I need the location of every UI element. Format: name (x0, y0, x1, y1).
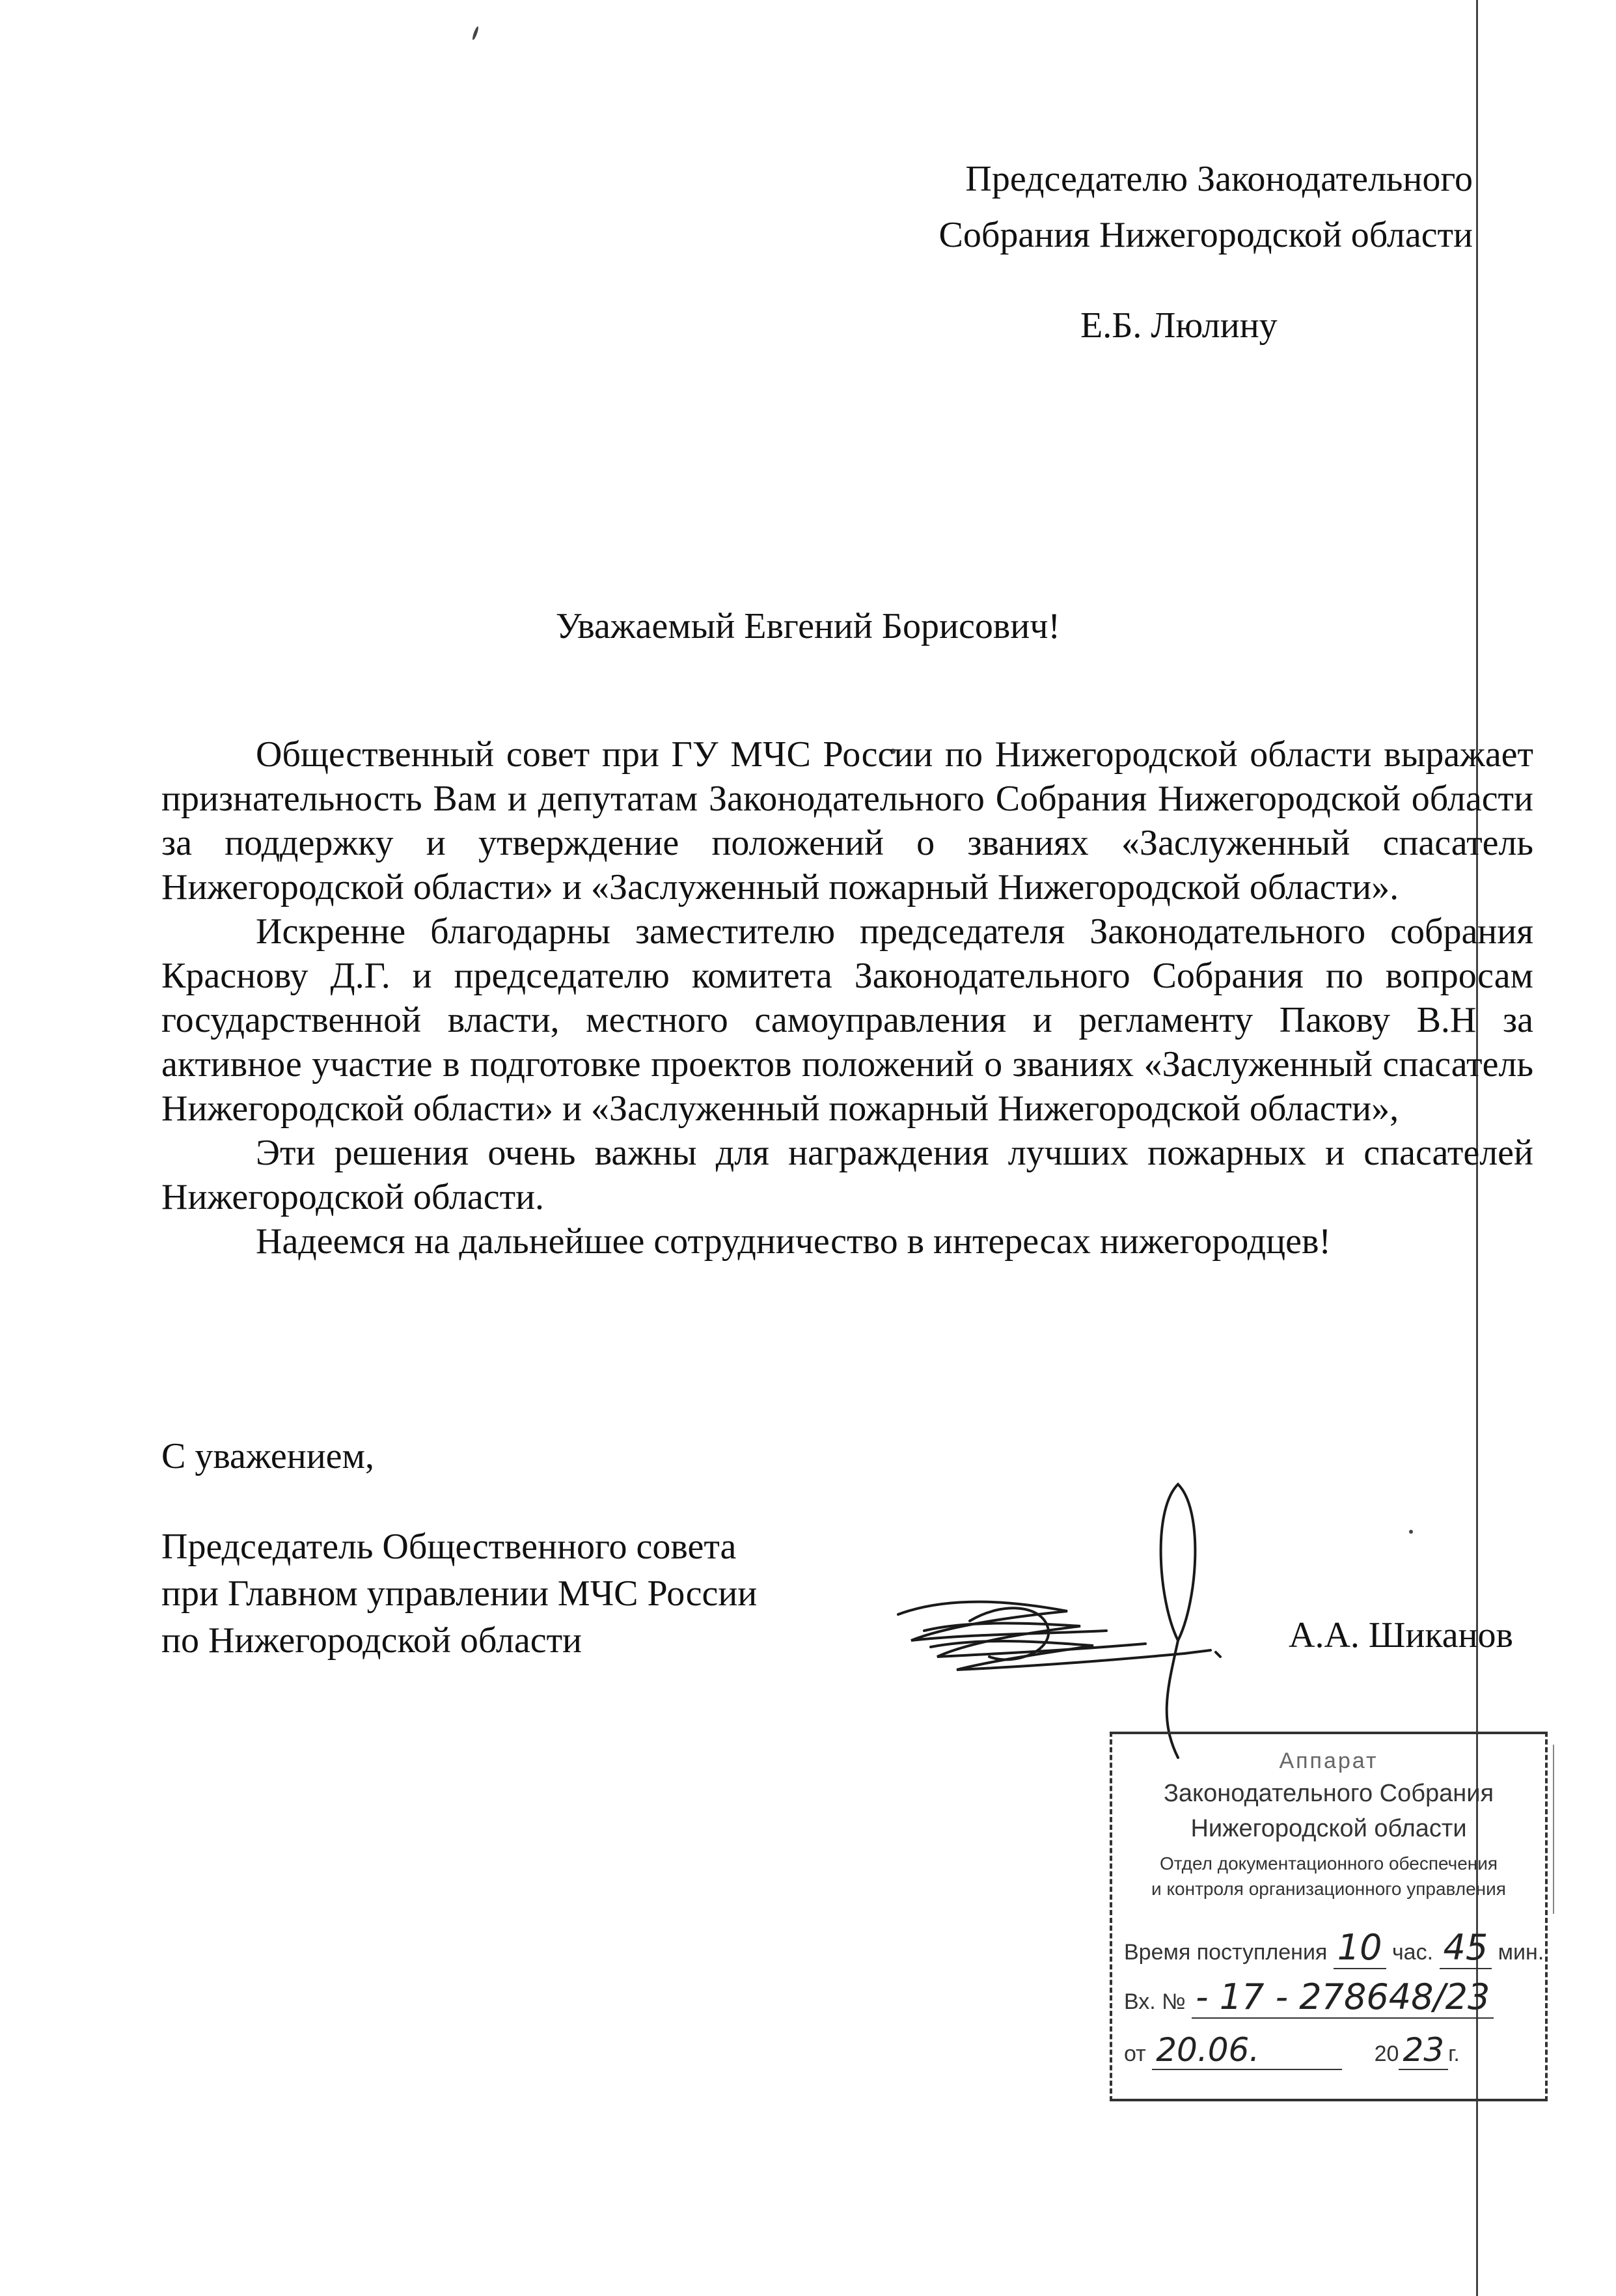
signer-position-line-2: при Главном управлении МЧС России (161, 1573, 758, 1614)
addressee-block (822, 151, 1473, 263)
stamp-time-hours-label: час. (1391, 1940, 1434, 1965)
signer-position-line-3: по Нижегородской области (161, 1620, 582, 1661)
body-paragraph-4: Надеемся на дальнейшее сотрудничество в интересах нижегородцев! (256, 1221, 1332, 1262)
stamp-line-3: Нижегородской области (1190, 1815, 1467, 1842)
signer-position-line-1: Председатель Общественного совета (161, 1527, 737, 1567)
stamp-time-minutes-label: мин. (1498, 1940, 1544, 1965)
signer-position (161, 1523, 757, 1664)
scan-mark (1409, 1530, 1413, 1534)
addressee-line-2: Собрания Нижегородской области (938, 215, 1473, 255)
stamp-date-value: 20.06. (1152, 2031, 1342, 2070)
body-paragraph-2: Искренне благодарны заместителю председателя Законодательного собрания Краснову Д.Г. и председателю комитета Законодательного Собрания по вопросам государственной власти, местного самоуправления и регламенту Пакову В.Н за активное участие в подготовке проектов положений о званиях «Заслуженный спасатель Нижегородской области» и «Заслуженный пожарный Нижегородской области», (161, 911, 1533, 1129)
stamp-line-2: Законодательного Собрания (1163, 1780, 1494, 1807)
registration-stamp (1110, 1732, 1548, 2101)
stamp-date-label: от (1124, 2041, 1146, 2066)
stamp-number-label: Вх. № (1124, 1989, 1186, 2014)
scan-mark (471, 26, 479, 40)
stamp-time-label: Время поступления (1124, 1940, 1328, 1965)
letter-body (161, 732, 1533, 1264)
addressee-line-1: Председателю Законодательного (965, 159, 1473, 199)
addressee-name: Е.Б. Люлину (1080, 305, 1278, 346)
scan-edge-line-secondary (1553, 1745, 1554, 1914)
stamp-line-1: Аппарат (1279, 1749, 1378, 1773)
body-paragraph-1: Общественный совет при ГУ МЧС России по Нижегородской области выражает признательность Вам и депутатам Законодательного Собрания Нижегородской области за поддержку и утверждение положений о званиях «Заслуженный спасатель Нижегородской области» и «Заслуженный пожарный Нижегородской области». (161, 734, 1533, 907)
stamp-line-5: и контроля организационного управления (1151, 1879, 1506, 1899)
signer-name: А.А. Шиканов (1289, 1615, 1513, 1655)
stamp-time-minutes: 45 (1440, 1927, 1492, 1969)
closing: С уважением, (161, 1436, 374, 1476)
stamp-line-4: Отдел документационного обеспечения (1159, 1853, 1498, 1874)
salutation: Уважаемый Евгений Борисович! (555, 606, 1061, 646)
stamp-year-value: 23 (1399, 2031, 1448, 2070)
stamp-number-row (1124, 1976, 1494, 2019)
stamp-time-hours: 10 (1334, 1927, 1386, 1969)
stamp-year-prefix: 20 (1374, 2041, 1399, 2066)
stamp-date-row (1124, 2031, 1460, 2070)
stamp-year-suffix: г. (1448, 2041, 1460, 2066)
stamp-number-value: - 17 - 278648/23 (1192, 1976, 1494, 2019)
stamp-time-row (1124, 1927, 1544, 1969)
body-paragraph-3: Эти решения очень важны для награждения лучших пожарных и спасателей Нижегородской области. (161, 1133, 1533, 1217)
